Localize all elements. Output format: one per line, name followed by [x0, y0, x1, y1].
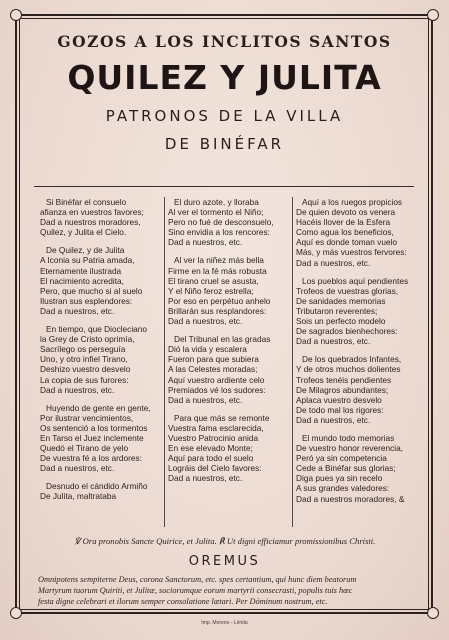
verse-line: Aplaca vuestro desvelo — [296, 394, 382, 405]
verse-line: A las Celestes moradas; — [168, 364, 258, 375]
verse-line: Como agua los beneficios, — [296, 227, 394, 238]
verse-line: De quien devoto os venera — [296, 207, 396, 218]
verse-line: De vuestra fé a los ardores: — [40, 453, 142, 464]
closing-prayer — [38, 574, 414, 607]
verse-line: De Julita, maltrataba — [40, 491, 117, 502]
verse-line: De los quebrados Infantes, — [302, 354, 402, 365]
verse-line: El tirano cruel se asusta, — [168, 275, 259, 286]
verse-line: El nacimiento acredita, — [40, 275, 124, 286]
verse-line: A sus grandes valedores: — [296, 483, 390, 494]
verse-line: De Milagros abundantes; — [296, 384, 389, 395]
verse-line: En ese elevado Monte; — [168, 443, 253, 454]
verse-line: En tiempo, que Diocleciano — [46, 324, 148, 335]
verse-line: Dad a nuestros, etc. — [168, 237, 243, 248]
verse-line: De vuestro honor reverencia, — [296, 443, 403, 454]
corner-ornament-top-left — [10, 9, 22, 21]
stanza — [168, 197, 292, 247]
verse-line: De Quilez, y de Julita — [46, 245, 125, 256]
stanza — [168, 255, 292, 326]
verse-line: Dad a nuestros, etc. — [168, 316, 243, 327]
verse-line: Aquí es donde toman vuelo — [296, 237, 398, 248]
verse-column-3 — [296, 197, 420, 512]
stanza — [168, 334, 292, 405]
verse-line: Aquí para todo el suelo — [168, 453, 254, 464]
stanza — [40, 245, 164, 316]
verse-line: Los pueblos aquí pendientes — [302, 275, 409, 286]
verse-line: la Grey de Cristo oprimía, — [40, 334, 135, 345]
heading-patronos: PATRONOS DE LA VILLA — [105, 107, 344, 125]
stanza — [296, 276, 420, 347]
verse-line: Sino envidia a los rencores: — [168, 227, 270, 238]
heading-gozos: GOZOS A LOS INCLITOS SANTOS — [57, 32, 392, 51]
header — [0, 32, 449, 154]
verse-line: Dad a nuestros, etc. — [296, 414, 371, 425]
verse-line: Trofeos tenéis pendientes — [296, 374, 392, 385]
stanza — [168, 413, 292, 484]
verse-line: Ilustran sus esplendores: — [40, 295, 133, 306]
verse-line: Fueron para que subiera — [168, 354, 259, 365]
stanza — [40, 403, 164, 474]
verse-line: El duro azote, y lloraba — [174, 197, 259, 207]
verse-line: Firme en la fé más robusta — [168, 265, 267, 276]
verse-line: Dad a nuestros moradores, & — [296, 493, 405, 504]
prayer-line: festa digne celebrari et ilorum semper consolatione lætari. Per Dóminum nostrum, etc. — [38, 597, 328, 606]
verse-line: Por ilustrar vencimientos, — [40, 412, 134, 423]
heading-town: DE BINÉFAR — [164, 135, 285, 153]
header-divider — [34, 186, 414, 187]
verse-line: Para que más se remonte — [174, 412, 270, 423]
verse-line: Lográis del Cielo favores: — [168, 463, 262, 474]
verse-line: Dad a nuestros, etc. — [40, 384, 115, 395]
verse-line: Dad a nuestros, etc. — [296, 336, 371, 347]
verse-line: Al ver la niñez más bella — [174, 255, 264, 266]
verse-line: Si Binéfar el consuelo — [46, 197, 127, 207]
oremus-title: OREMUS — [188, 554, 261, 569]
printer-imprint: Imp. Moreno - Lérida — [201, 620, 248, 626]
verse-line: Y de otros muchos dolientes — [296, 364, 401, 375]
verse-line: afianza en vuestros favores; — [40, 207, 144, 218]
verse-line: Quedó el Tirano de yelo — [40, 443, 129, 454]
verse-columns — [40, 197, 420, 527]
verse-line: Aquí vuestro ardiente celo — [168, 374, 265, 385]
verse-line: Uno, y otro infiel Tirano, — [40, 354, 128, 365]
verse-line: Quilez, y Julita el Cielo. — [40, 227, 127, 238]
verse-line: De sagrados bienhechores: — [296, 326, 398, 337]
stanza — [40, 197, 164, 237]
verse-line: En Tarso el Juez inclemente — [40, 432, 144, 443]
verse-line: Tributaron reverentes; — [296, 305, 378, 316]
verse-line: A Iconia su Patria amada, — [40, 255, 135, 266]
verse-line: Por eso en perpétuo anhelo — [168, 295, 271, 306]
prayer-line: Martyrum tuorum Quiriti, et Julitæ, sociorumque eorum martyrii consecrasti, populis tuis hœc — [38, 586, 353, 595]
verse-line: De sanidades memorias — [296, 295, 386, 306]
verse-line: De todo mal los rigores: — [296, 404, 384, 415]
corner-ornament-bottom-right — [427, 607, 439, 619]
verse-line: Pero, que mucho si al suelo — [40, 285, 143, 296]
versicle-response: ℣ Ora pronobis Sancte Quirice, et Julita. ℟ Ut digni efficiamur promissionibus Christi. — [74, 536, 376, 546]
verse-column-1 — [40, 197, 164, 510]
stanza — [40, 324, 164, 395]
stanza — [40, 481, 164, 501]
verse-column-2 — [168, 197, 292, 491]
verse-line: Vuestra fama esclarecida, — [168, 422, 264, 433]
verse-line: Huyendo de gente en gente, — [46, 402, 151, 413]
verse-line: Dad a nuestros moradores, — [40, 217, 141, 228]
stanza — [296, 433, 420, 504]
verse-line: Vuestro Patrocinio anida — [168, 432, 259, 443]
verse-line: La copia de sus furores: — [40, 374, 129, 385]
verse-line: Brillarán sus resplandores: — [168, 305, 267, 316]
stanza — [296, 197, 420, 268]
verse-line: Pero no fué de desconsuelo, — [168, 217, 274, 228]
verse-line: El mundo todo memorias — [302, 432, 395, 443]
corner-ornament-bottom-left — [10, 607, 22, 619]
verse-line: Trofeos de vuestras glorias, — [296, 285, 399, 296]
verse-line: Eternamente ilustrada — [40, 265, 122, 276]
verse-line: Premiados vé los sudores: — [168, 384, 266, 395]
corner-ornament-top-right — [427, 9, 439, 21]
verse-line: Dad a nuestros, etc. — [168, 473, 243, 484]
verse-line: Deshizo vuestro desvelo — [40, 364, 131, 375]
verse-line: Dad a nuestros, etc. — [40, 463, 115, 474]
verse-line: Del Tribunal en las gradas — [174, 334, 271, 345]
verse-line: Más, y más vuestros fervores: — [296, 247, 407, 258]
heading-saints: QUILEZ Y JULITA — [67, 58, 382, 97]
verse-line: Dad a nuestros, etc. — [296, 257, 371, 268]
verse-line: Al ver el tormento el Niño; — [168, 207, 264, 218]
verse-line: Y el Niño feroz estrella; — [168, 285, 254, 296]
verse-line: Desnudo el cándido Armiño — [46, 481, 148, 492]
verse-line: Os sentenció a los tormentos — [40, 422, 148, 433]
verse-line: Sois un perfecto modelo — [296, 316, 386, 327]
verse-line: Dad a nuestros, etc. — [168, 394, 243, 405]
verse-line: Sacrílego os perseguía — [40, 344, 126, 355]
stanza — [296, 354, 420, 425]
verse-line: Dad a nuestros, etc. — [40, 305, 115, 316]
verse-line: Dió la vida y escalera — [168, 344, 247, 355]
verse-line: Peró ya sin competencia — [296, 453, 387, 464]
verse-line: Diga pues ya sin recelo — [296, 473, 383, 484]
prayer-line: Omnipotens sempiterne Deus, corona Sanctorum, etc. spes certantium, qui hunc diem beatorum — [38, 575, 357, 584]
verse-line: Hacéis llover de la Esfera — [296, 217, 391, 228]
verse-line: Cede a Binéfar sus glorias; — [296, 463, 396, 474]
verse-line: Aquí a los ruegos propicios — [302, 197, 403, 207]
